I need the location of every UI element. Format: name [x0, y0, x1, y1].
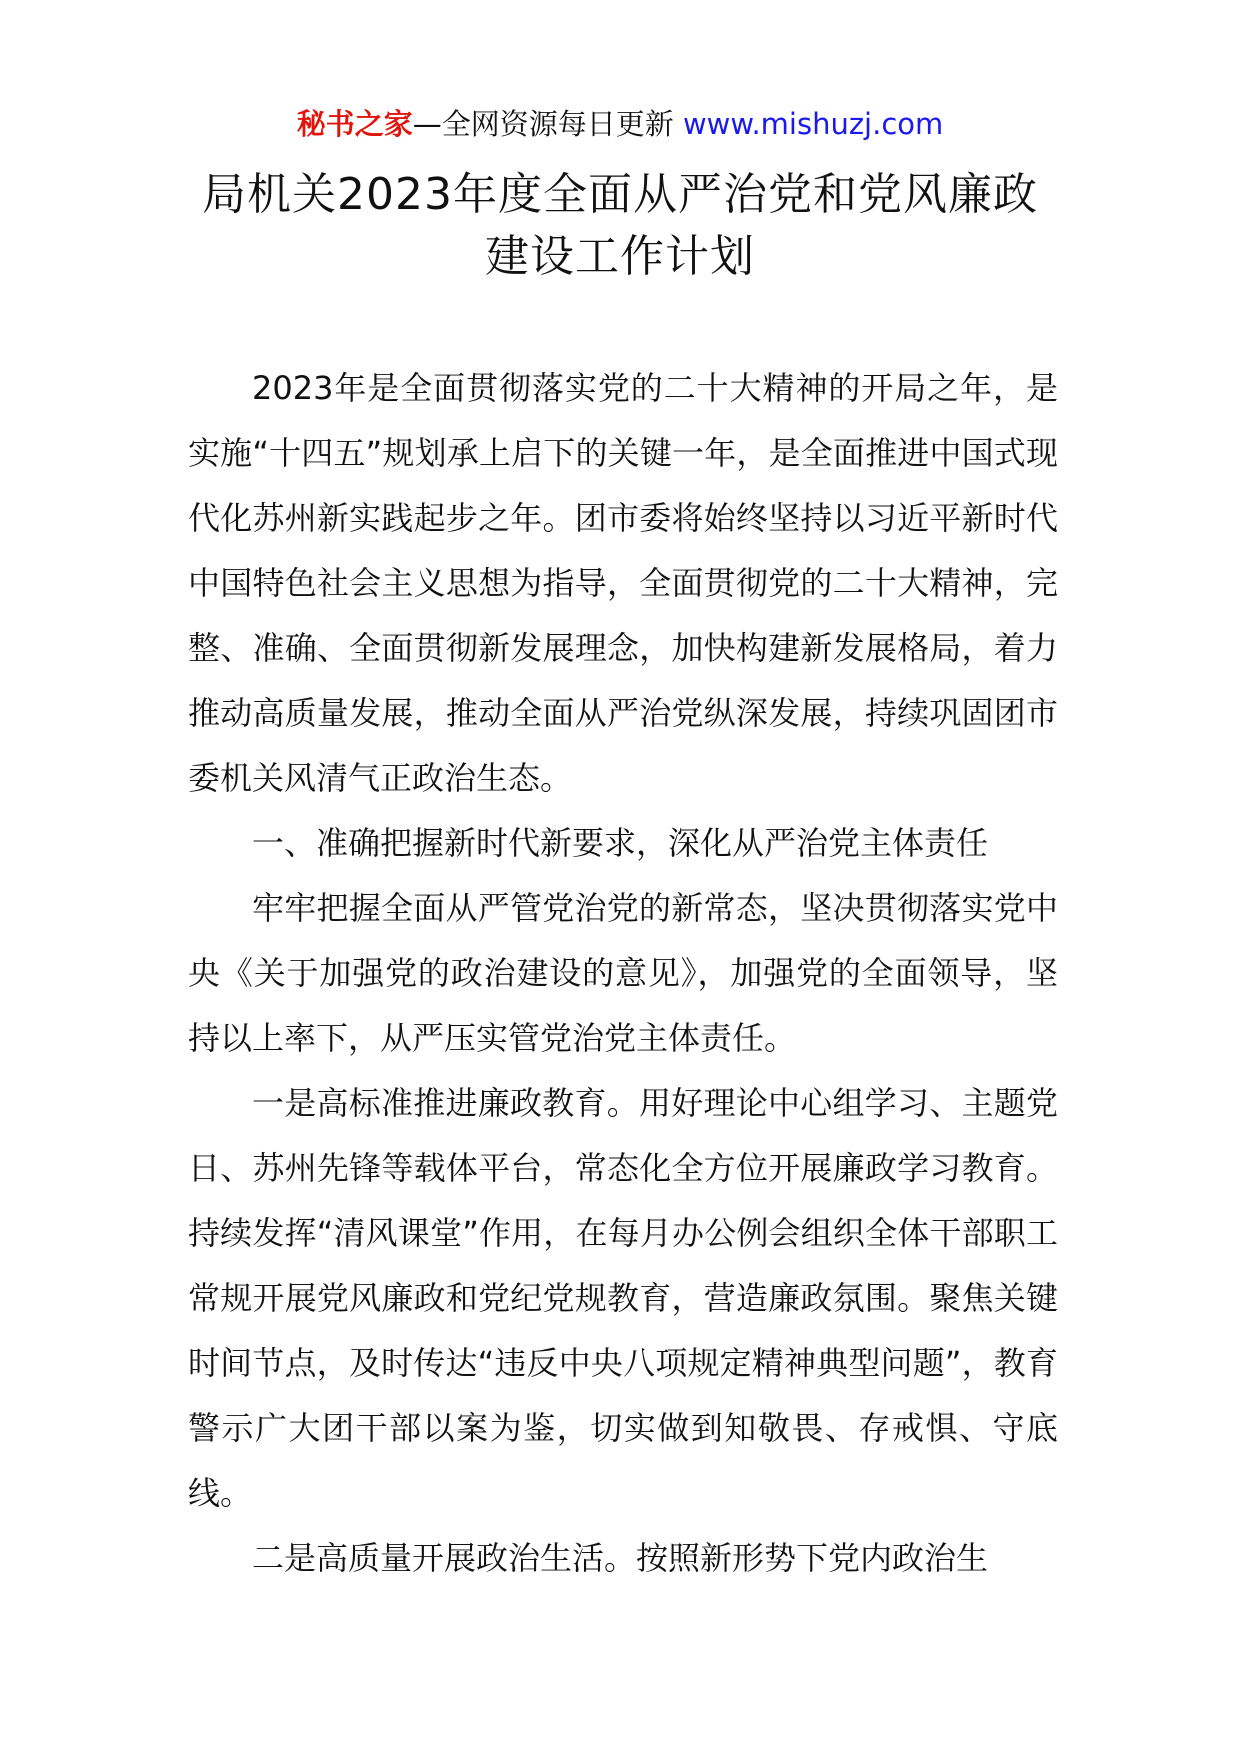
point-1-paragraph: 一是高标准推进廉政教育。用好理论中心组学习、主题党日、苏州先锋等载体平台，常态化全方位开展廉政学习教育。持续发挥“清风课堂”作用，在每月办公例会组织全体干部职工常规开展党风廉政和党纪党规教育，营造廉政氛围。聚焦关键时间节点，及时传达“违反中央八项规定精神典型问题”，教育警示广大团干部以案为鉴，切实做到知敬畏、存戒惧、守底线。 [188, 1084, 1058, 1512]
banner-brand: 秘书之家 [296, 107, 413, 141]
point-2-paragraph: 二是高质量开展政治生活。按照新形势下党内政治生 [252, 1539, 989, 1577]
document-body [188, 356, 1058, 1591]
site-banner [0, 104, 1240, 144]
document-title [150, 164, 1090, 288]
intro-paragraph: 2023年是全面贯彻落实党的二十大精神的开局之年，是实施“十四五”规划承上启下的关键一年，是全面推进中国式现代化苏州新实践起步之年。团市委将始终坚持以习近平新时代中国特色社会主义思想为指导，全面贯彻党的二十大精神，完整、准确、全面贯彻新发展理念，加快构建新发展格局，着力推动高质量发展，推动全面从严治党纵深发展，持续巩固团市委机关风清气正政治生态。 [188, 369, 1058, 797]
banner-slogan: —全网资源每日更新 [412, 107, 683, 141]
title-line-1: 局机关2023年度全面从严治党和党风廉政 [202, 169, 1038, 220]
section-1-paragraph: 牢牢把握全面从严管党治党的新常态，坚决贯彻落实党中央《关于加强党的政治建设的意见》，加强党的全面领导，坚持以上率下，从严压实管党治党主体责任。 [188, 889, 1058, 1057]
title-line-2: 建设工作计划 [485, 231, 755, 282]
banner-url-link[interactable]: www.mishuzj.com [682, 107, 944, 141]
section-heading-1: 一、准确把握新时代新要求，深化从严治党主体责任 [252, 824, 989, 862]
